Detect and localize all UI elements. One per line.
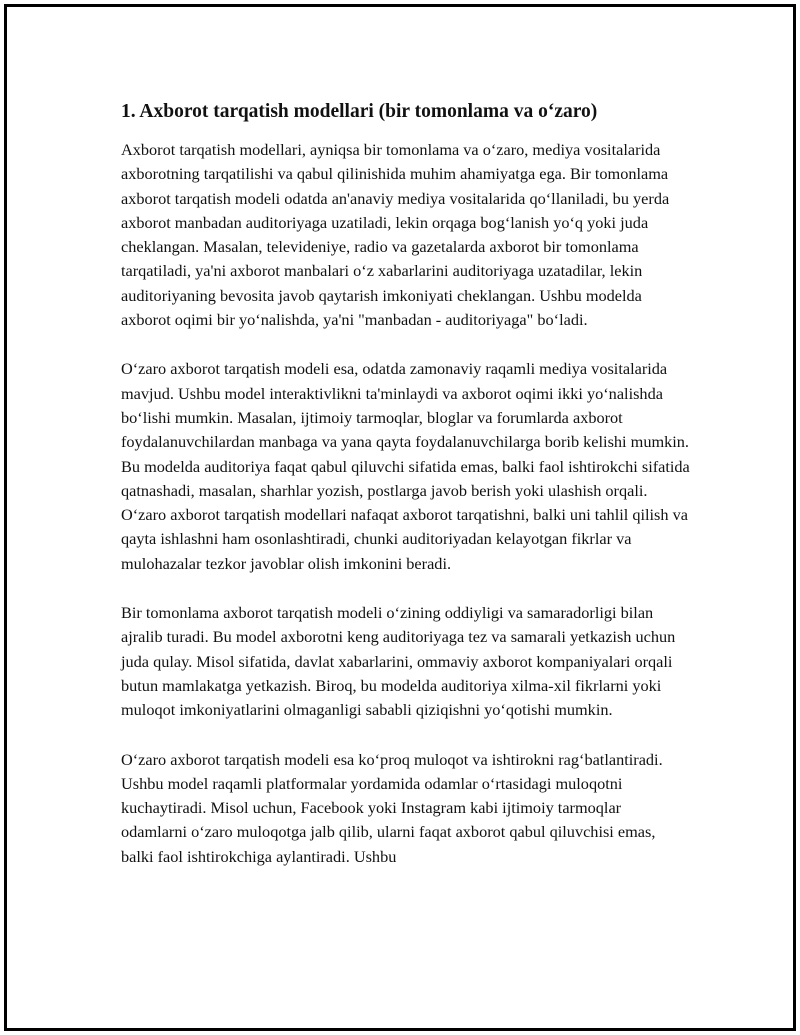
paragraph-4: O‘zaro axborot tarqatish modeli esa ko‘proq muloqot va ishtirokni rag‘batlantiradi. Ushbu model raqamli platformalar yordamida odamlar o‘rtasidagi muloqotni kuchaytiradi. Misol uchun, Facebook yoki Instagram kabi ijtimoiy tarmoqlar odamlarni o‘zaro muloqotga jalb qilib, ularni faqat axborot qabul qiluvchisi emas, balki faol ishtirokchiga aylantiradi. Ushbu	[121, 749, 663, 866]
document-body	[121, 99, 691, 894]
paragraph-2: O‘zaro axborot tarqatish modeli esa, odatda zamonaviy raqamli mediya vositalarida mavjud. Ushbu model interaktivlikni ta'minlaydi va axborot oqimi ikki yo‘nalishda bo‘lishi mumkin. Masalan, ijtimoiy tarmoqlar, bloglar va forumlarda axborot foydalanuvchilardan manbaga va yana qayta foydalanuvchilarga borib kelishi mumkin. Bu modelda auditoriya faqat qabul qiluvchi sifatida emas, balki faol ishtirokchi sifatida qatnashadi, masalan, sharhlar yozish, postlarga javob berish yoki ulashish orqali. O‘zaro axborot tarqatish modellari nafaqat axborot tarqatishni, balki uni tahlil qilish va qayta ishlashni ham osonlashtiradi, chunki auditoriyadan kelayotgan fikrlar va mulohazalar tezkor javoblar olish imkonini beradi.	[121, 359, 690, 573]
paragraph-3: Bir tomonlama axborot tarqatish modeli o‘zining oddiyligi va samaradorligi bilan ajralib turadi. Bu model axborotni keng auditoriyaga tez va samarali yetkazish uchun juda qulay. Misol sifatida, davlat xabarlarini, ommaviy axborot kompaniyalari orqali butun mamlakatga yetkazish. Biroq, bu modelda auditoriya xilma-xil fikrlarni yoki muloqot imkoniyatlarini olmaganligi sababli qiziqishni yo‘qotishi mumkin.	[121, 603, 676, 720]
section-heading: 1. Axborot tarqatish modellari (bir tomonlama va o‘zaro)	[121, 101, 598, 122]
page-frame	[4, 4, 796, 1031]
paragraph-1: Axborot tarqatish modellari, ayniqsa bir tomonlama va o‘zaro, mediya vositalarida axborotning tarqatilishi va qabul qilinishida muhim ahamiyatga ega. Bir tomonlama axborot tarqatish modeli odatda an'anaviy mediya vositalarida qo‘llaniladi, bu yerda axborot manbadan auditoriyaga uzatiladi, lekin orqaga bog‘lanish yo‘q yoki juda cheklangan. Masalan, televideniye, radio va gazetalarda axborot bir tomonlama tarqatiladi, ya'ni axborot manbalari o‘z xabarlarini auditoriyaga uzatadilar, lekin auditoriyaning bevosita javob qaytarish imkoniyati cheklangan. Ushbu modelda axborot oqimi bir yo‘nalishda, ya'ni "manbadan - auditoriyaga" bo‘ladi.	[121, 140, 670, 330]
